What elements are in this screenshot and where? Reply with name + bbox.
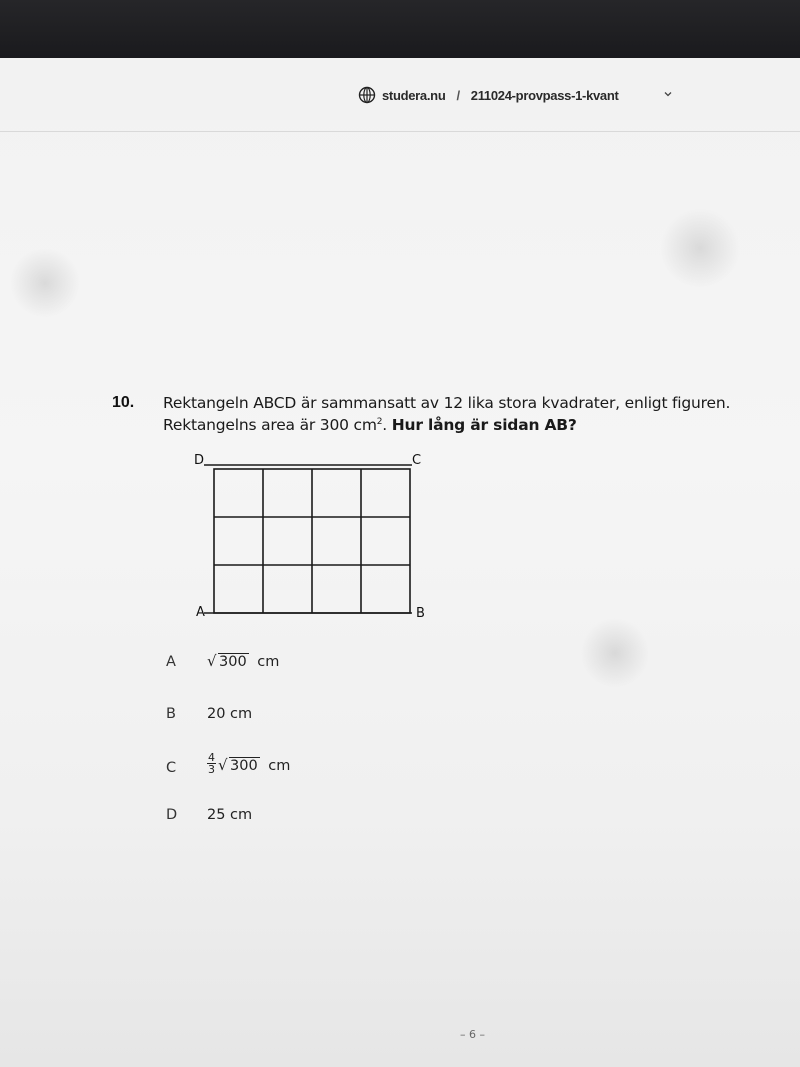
question-area-text: Rektangelns area är 300 cm [163,416,377,434]
option-letter: B [166,706,176,722]
corner-label-a: A [196,605,205,620]
radicand: 300 [230,757,258,774]
rectangle-figure [190,451,430,631]
sqrt-symbol: √ [207,652,217,670]
option-value [207,654,279,670]
option-value: 20 cm [207,706,253,722]
breadcrumb-separator: / [456,87,460,103]
breadcrumb [358,84,619,106]
square-grid [190,451,430,631]
option-letter: A [166,654,176,670]
question-line-2 [163,414,783,436]
unit: cm [268,757,291,774]
viewer-header [0,58,800,132]
option-letter: C [166,760,177,776]
fraction-numerator: 4 [208,751,215,764]
sqrt-symbol: √ [218,755,228,774]
corner-label-b: B [416,606,425,621]
unit: cm [257,654,280,670]
question-line-1: Rektangeln ABCD är sammansatt av 12 lika stora kvadrater, enligt figuren. [163,394,731,412]
radicand: 300 [219,654,247,670]
option-letter: D [166,807,178,823]
pdf-viewer-screen [0,58,800,1067]
question-punct: . [382,416,392,434]
screen-glare [10,248,80,318]
option-value [207,751,291,777]
chevron-down-icon[interactable] [662,88,674,100]
question-text [163,392,783,436]
fraction-denominator: 3 [208,763,215,776]
option-a[interactable] [160,652,360,676]
fraction [207,752,216,775]
screen-glare [580,618,650,688]
breadcrumb-document-title[interactable]: 211024-provpass-1-kvant [470,87,619,103]
corner-label-d: D [194,453,205,468]
option-value: 25 cm [207,807,253,823]
option-c[interactable] [160,752,360,784]
sqrt-expression [218,755,260,774]
option-d[interactable] [160,805,360,829]
page-number: – 6 – [460,1028,485,1041]
screen-glare [660,208,740,288]
sqrt-expression [207,654,249,670]
question-number: 10. [112,394,135,411]
option-b[interactable] [160,704,360,728]
corner-label-c: C [412,453,422,468]
monitor-bezel [0,0,800,58]
breadcrumb-site-link[interactable]: studera.nu [382,87,446,103]
question-prompt: Hur lång är sidan AB? [391,416,577,434]
area-exponent: 2 [376,416,383,427]
globe-icon [358,86,376,104]
